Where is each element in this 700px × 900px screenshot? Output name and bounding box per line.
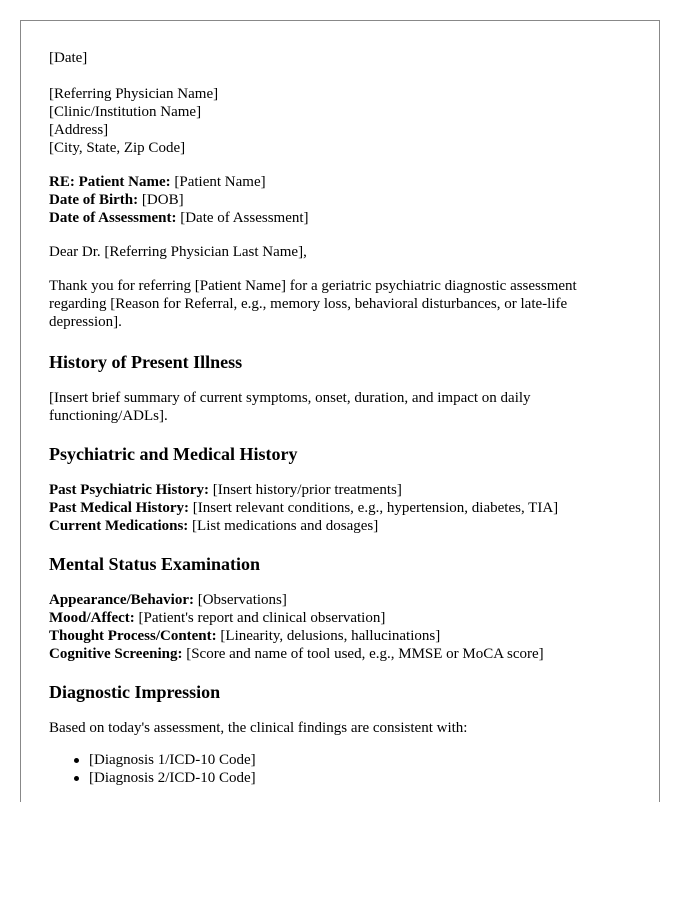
diagnosis-intro: Based on today's assessment, the clinical findings are consistent with: [49,720,468,736]
history-label: Current Medications: [49,518,189,534]
letter-date: [Date] [49,50,88,66]
mse-item [49,609,629,627]
history-list [49,481,629,535]
mse-item [49,591,629,609]
history-value: [List medications and dosages] [192,518,379,534]
hpi-paragraph [49,389,629,425]
hpi-heading: History of Present Illness [49,352,243,372]
mse-item [49,645,629,663]
history-label: Past Medical History: [49,500,189,516]
diagnosis-item [89,769,629,787]
mse-item [49,627,629,645]
letter-content [49,49,629,787]
mse-value: [Score and name of tool used, e.g., MMSE or MoCA score] [186,646,544,662]
mse-value: [Patient's report and clinical observation] [138,610,386,626]
diagnosis-heading: Diagnostic Impression [49,682,221,702]
diagnosis-text: [Diagnosis 2/ICD-10 Code] [89,770,256,786]
address-line: [City, State, Zip Code] [49,140,186,156]
mse-list [49,591,629,663]
re-assessment-label: Date of Assessment: [49,210,177,226]
intro-line: depression]. [49,314,122,330]
history-heading: Psychiatric and Medical History [49,444,298,464]
history-label: Past Psychiatric History: [49,482,209,498]
hpi-line: functioning/ADLs]. [49,408,168,424]
history-item [49,481,629,499]
history-value: [Insert history/prior treatments] [212,482,402,498]
mse-label: Appearance/Behavior: [49,592,194,608]
recipient-address [49,85,629,157]
mse-value: [Linearity, delusions, hallucinations] [220,628,441,644]
letter-page [20,20,660,802]
re-block [49,173,629,227]
diagnosis-item [89,751,629,769]
address-line: [Clinic/Institution Name] [49,104,202,120]
diagnosis-list [49,751,629,787]
history-value: [Insert relevant conditions, e.g., hypertension, diabetes, TIA] [192,500,559,516]
re-dob-label: Date of Birth: [49,192,139,208]
intro-line: Thank you for referring [Patient Name] for a geriatric psychiatric diagnostic assessment [49,278,577,294]
re-patient-label: RE: Patient Name: [49,174,171,190]
re-assessment-date [49,209,629,227]
re-patient-name [49,173,629,191]
mse-value: [Observations] [197,592,287,608]
address-line: [Address] [49,122,109,138]
bullet-icon [74,758,79,763]
address-line: [Referring Physician Name] [49,86,219,102]
mse-heading: Mental Status Examination [49,554,261,574]
diagnosis-text: [Diagnosis 1/ICD-10 Code] [89,752,256,768]
re-dob-value: [DOB] [141,192,184,208]
intro-paragraph [49,277,629,331]
hpi-line: [Insert brief summary of current symptoms, onset, duration, and impact on daily [49,390,531,406]
bullet-icon [74,776,79,781]
mse-label: Cognitive Screening: [49,646,183,662]
history-item [49,517,629,535]
re-assessment-value: [Date of Assessment] [180,210,309,226]
mse-label: Mood/Affect: [49,610,135,626]
salutation: Dear Dr. [Referring Physician Last Name], [49,244,307,260]
intro-line: regarding [Reason for Referral, e.g., memory loss, behavioral disturbances, or late-life [49,296,568,312]
re-dob [49,191,629,209]
mse-label: Thought Process/Content: [49,628,217,644]
history-item [49,499,629,517]
re-patient-value: [Patient Name] [174,174,266,190]
